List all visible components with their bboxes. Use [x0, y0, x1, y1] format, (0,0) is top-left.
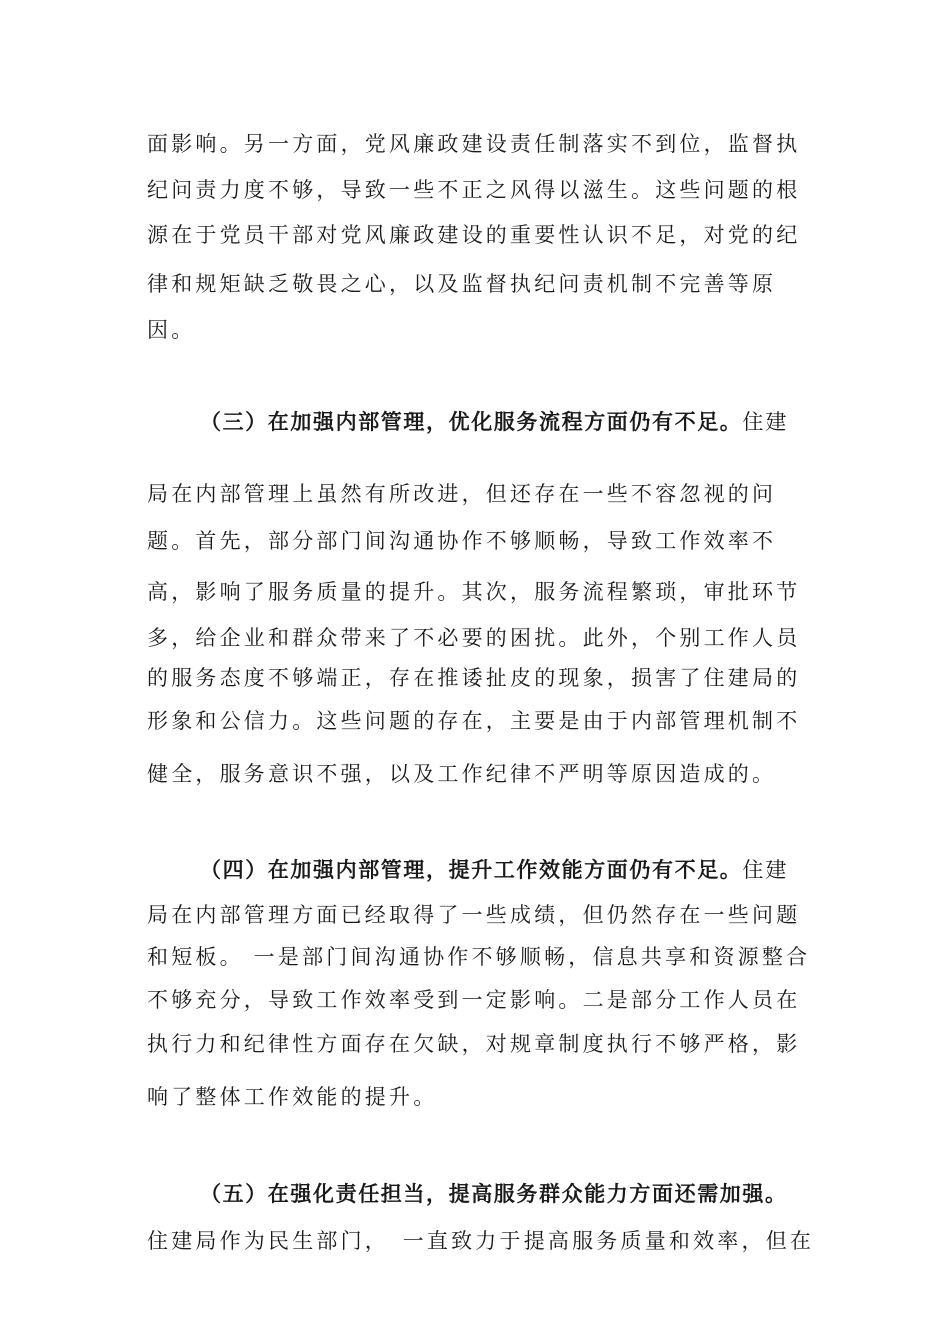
text-line: 响了整体工作效能的提升。 — [147, 1085, 438, 1109]
text-line: 不够充分，导致工作效率受到一定影响。二是部分工作人员在 — [147, 988, 801, 1012]
text-line: 高，影响了服务质量的提升。其次，服务流程繁琐，审批环节 — [147, 580, 801, 604]
text-line: 和短板。 一是部门间沟通协作不够顺畅，信息共享和资源整合 — [147, 945, 811, 969]
text-line: 住建局作为民生部门， 一直致力于提高服务质量和效率，但在 — [147, 1229, 815, 1253]
section-heading-bold: （五）在强化责任担当，提高服务群众能力方面还需加强。 — [200, 1182, 788, 1206]
section-heading-bold: （四）在加强内部管理，提升工作效能方面仍有不足。 — [200, 858, 743, 882]
text-line: 执行力和纪律性方面存在欠缺，对规章制度执行不够严格，影 — [147, 1032, 801, 1056]
section-heading-bold: （三）在加强内部管理，优化服务流程方面仍有不足。 — [200, 410, 743, 434]
text-line: 题。首先，部分部门间沟通协作不够顺畅，导致工作效率不 — [147, 529, 777, 553]
section-heading — [200, 1180, 802, 1208]
text-line: 局在内部管理上虽然有所改进，但还存在一些不容忽视的问 — [147, 482, 777, 506]
text-line: 源在于党员干部对党风廉政建设的重要性认识不足，对党的纪 — [147, 223, 801, 247]
section-heading-tail: 住建 — [742, 858, 789, 882]
section-heading — [200, 856, 802, 884]
text-line: 健全，服务意识不强，以及工作纪律不严明等原因造成的。 — [147, 762, 777, 786]
text-line: 纪问责力度不够，导致一些不正之风得以滋生。这些问题的根 — [147, 178, 801, 202]
text-line: 局在内部管理方面已经取得了一些成绩，但仍然存在一些问题 — [147, 903, 801, 927]
text-line: 面影响。另一方面，党风廉政建设责任制落实不到位，监督执 — [147, 132, 801, 156]
text-line: 多，给企业和群众带来了不必要的困扰。此外，个别工作人员 — [147, 626, 801, 650]
text-line: 形象和公信力。这些问题的存在，主要是由于内部管理机制不 — [147, 709, 801, 733]
text-line: 因。 — [147, 318, 196, 342]
section-heading-tail: 住建 — [742, 410, 789, 434]
text-line: 律和规矩缺乏敬畏之心，以及监督执纪问责机制不完善等原 — [147, 272, 777, 296]
section-heading — [200, 408, 802, 436]
text-line: 的服务态度不够端正，存在推诿扯皮的现象，损害了住建局的 — [147, 666, 801, 690]
